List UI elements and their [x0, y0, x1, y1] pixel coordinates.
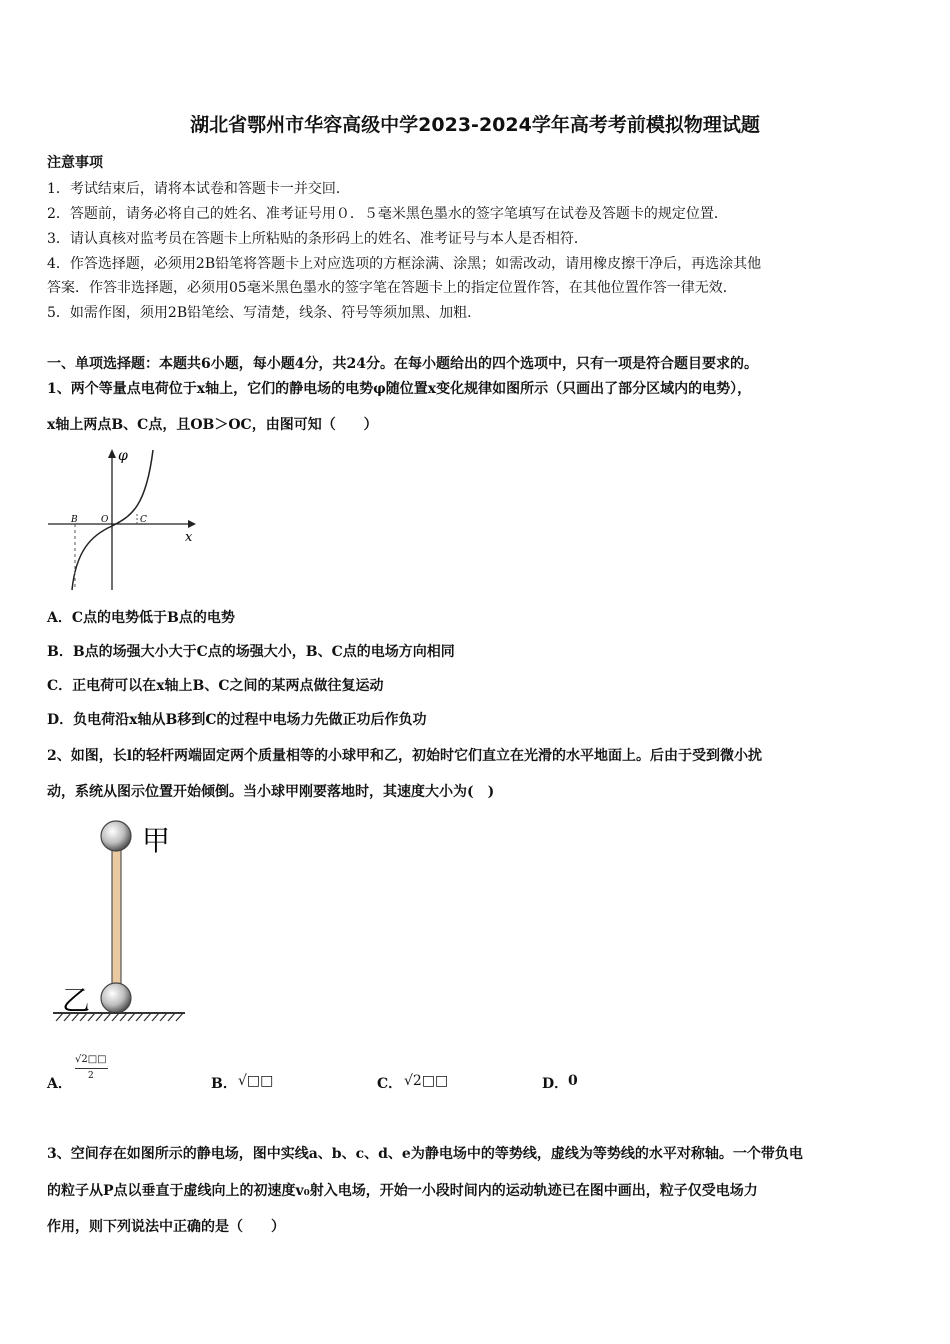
notice-item: 3．请认真核对监考员在答题卡上所粘贴的条形码上的姓名、准考证号与本人是否相符． [47, 231, 588, 247]
q2-option-a-label: A． [47, 1076, 72, 1092]
notice-item: 1．考试结束后，请将本试卷和答题卡一并交回． [47, 181, 350, 197]
ball-yi [101, 983, 131, 1013]
q2-stem: 2、如图，长l的轻杆两端固定两个质量相等的小球甲和乙，初始时它们直立在光滑的水平地面上。后由于受到微小扰 [47, 748, 763, 764]
section-heading: 一、单项选择题：本题共6小题，每小题4分，共24分。在每小题给出的四个选项中，只有一项是符合题目要求的。 [47, 356, 758, 372]
q1-stem: 1、两个等量点电荷位于x轴上，它们的静电场的电势φ随位置x变化规律如图所示（只画出了部分区域内的电势）， [47, 381, 752, 397]
q1-option-d: D．负电荷沿x轴从B移到C的过程中电场力先做正功后作负功 [47, 712, 427, 728]
notice-item: 答案．作答非选择题，必须用05毫米黑色墨水的签字笔在答题卡上的指定位置作答，在其他位置作答一律无效． [47, 280, 737, 296]
q2-option-b-value: √□□ [238, 1073, 274, 1089]
c-label: C [140, 515, 147, 525]
q3-stem: 3、空间存在如图所示的静电场，图中实线a、b、c、d、e为静电场中的等势线，虚线为等势线的水平对称轴。一个带负电 [47, 1146, 803, 1162]
q2-option-c-value: √2□□ [404, 1073, 449, 1089]
b-label: B [71, 515, 78, 525]
o-label: O [101, 515, 109, 525]
potential-graph [40, 440, 210, 600]
q2-option-d-label: D． [542, 1076, 569, 1092]
y-axis-arrow-icon [108, 449, 116, 458]
phi-label: φ [118, 448, 128, 464]
q1-stem: x轴上两点B、C点，且OB＞OC，由图可知（ ） [47, 417, 378, 433]
q2-option-c-label: C． [377, 1076, 403, 1092]
q1-option-c: C．正电荷可以在x轴上B、C之间的某两点做往复运动 [47, 678, 384, 694]
rod-balls-figure [48, 812, 193, 1034]
q3-stem: 的粒子从P点以垂直于虚线向上的初速度v₀射入电场，开始一小段时间内的运动轨迹已在图中画出，粒子仅受电场力 [47, 1183, 758, 1199]
notice-heading: 注意事项 [47, 155, 103, 171]
q2-stem: 动，系统从图示位置开始倾倒。当小球甲刚要落地时，其速度大小为( ) [47, 784, 495, 800]
x-axis-arrow-icon [188, 520, 196, 528]
q2-option-b-label: B． [211, 1076, 237, 1092]
label-yi: 乙 [62, 984, 91, 1017]
q2-option-a-numerator: √2□□ [75, 1054, 107, 1065]
light-rod [112, 838, 121, 998]
page-title: 湖北省鄂州市华容高级中学2023-2024学年高考考前模拟物理试题 [190, 114, 760, 136]
q3-stem: 作用，则下列说法中正确的是（ ） [47, 1219, 285, 1235]
q1-option-a: A．C点的电势低于B点的电势 [47, 610, 235, 626]
notice-item: 4．作答选择题，必须用2B铅笔将答题卡上对应选项的方框涂满、涂黑；如需改动，请用橡皮擦干净后，再选涂其他 [47, 256, 762, 272]
notice-item: 2．答题前，请务必将自己的姓名、准考证号用０．５毫米黑色墨水的签字笔填写在试卷及答题卡的规定位置． [47, 206, 728, 222]
fraction-bar [75, 1068, 108, 1069]
label-jia: 甲 [142, 824, 171, 857]
notice-item: 5．如需作图，须用2B铅笔绘、写清楚，线条、符号等须加黑、加粗． [47, 305, 482, 321]
q2-option-d-value: 0 [568, 1073, 578, 1089]
q1-option-b: B．B点的场强大小大于C点的场强大小，B、C点的电场方向相同 [47, 644, 455, 660]
q2-option-a-denominator: 2 [88, 1071, 94, 1081]
ball-jia [101, 821, 131, 851]
x-label: x [185, 530, 193, 545]
